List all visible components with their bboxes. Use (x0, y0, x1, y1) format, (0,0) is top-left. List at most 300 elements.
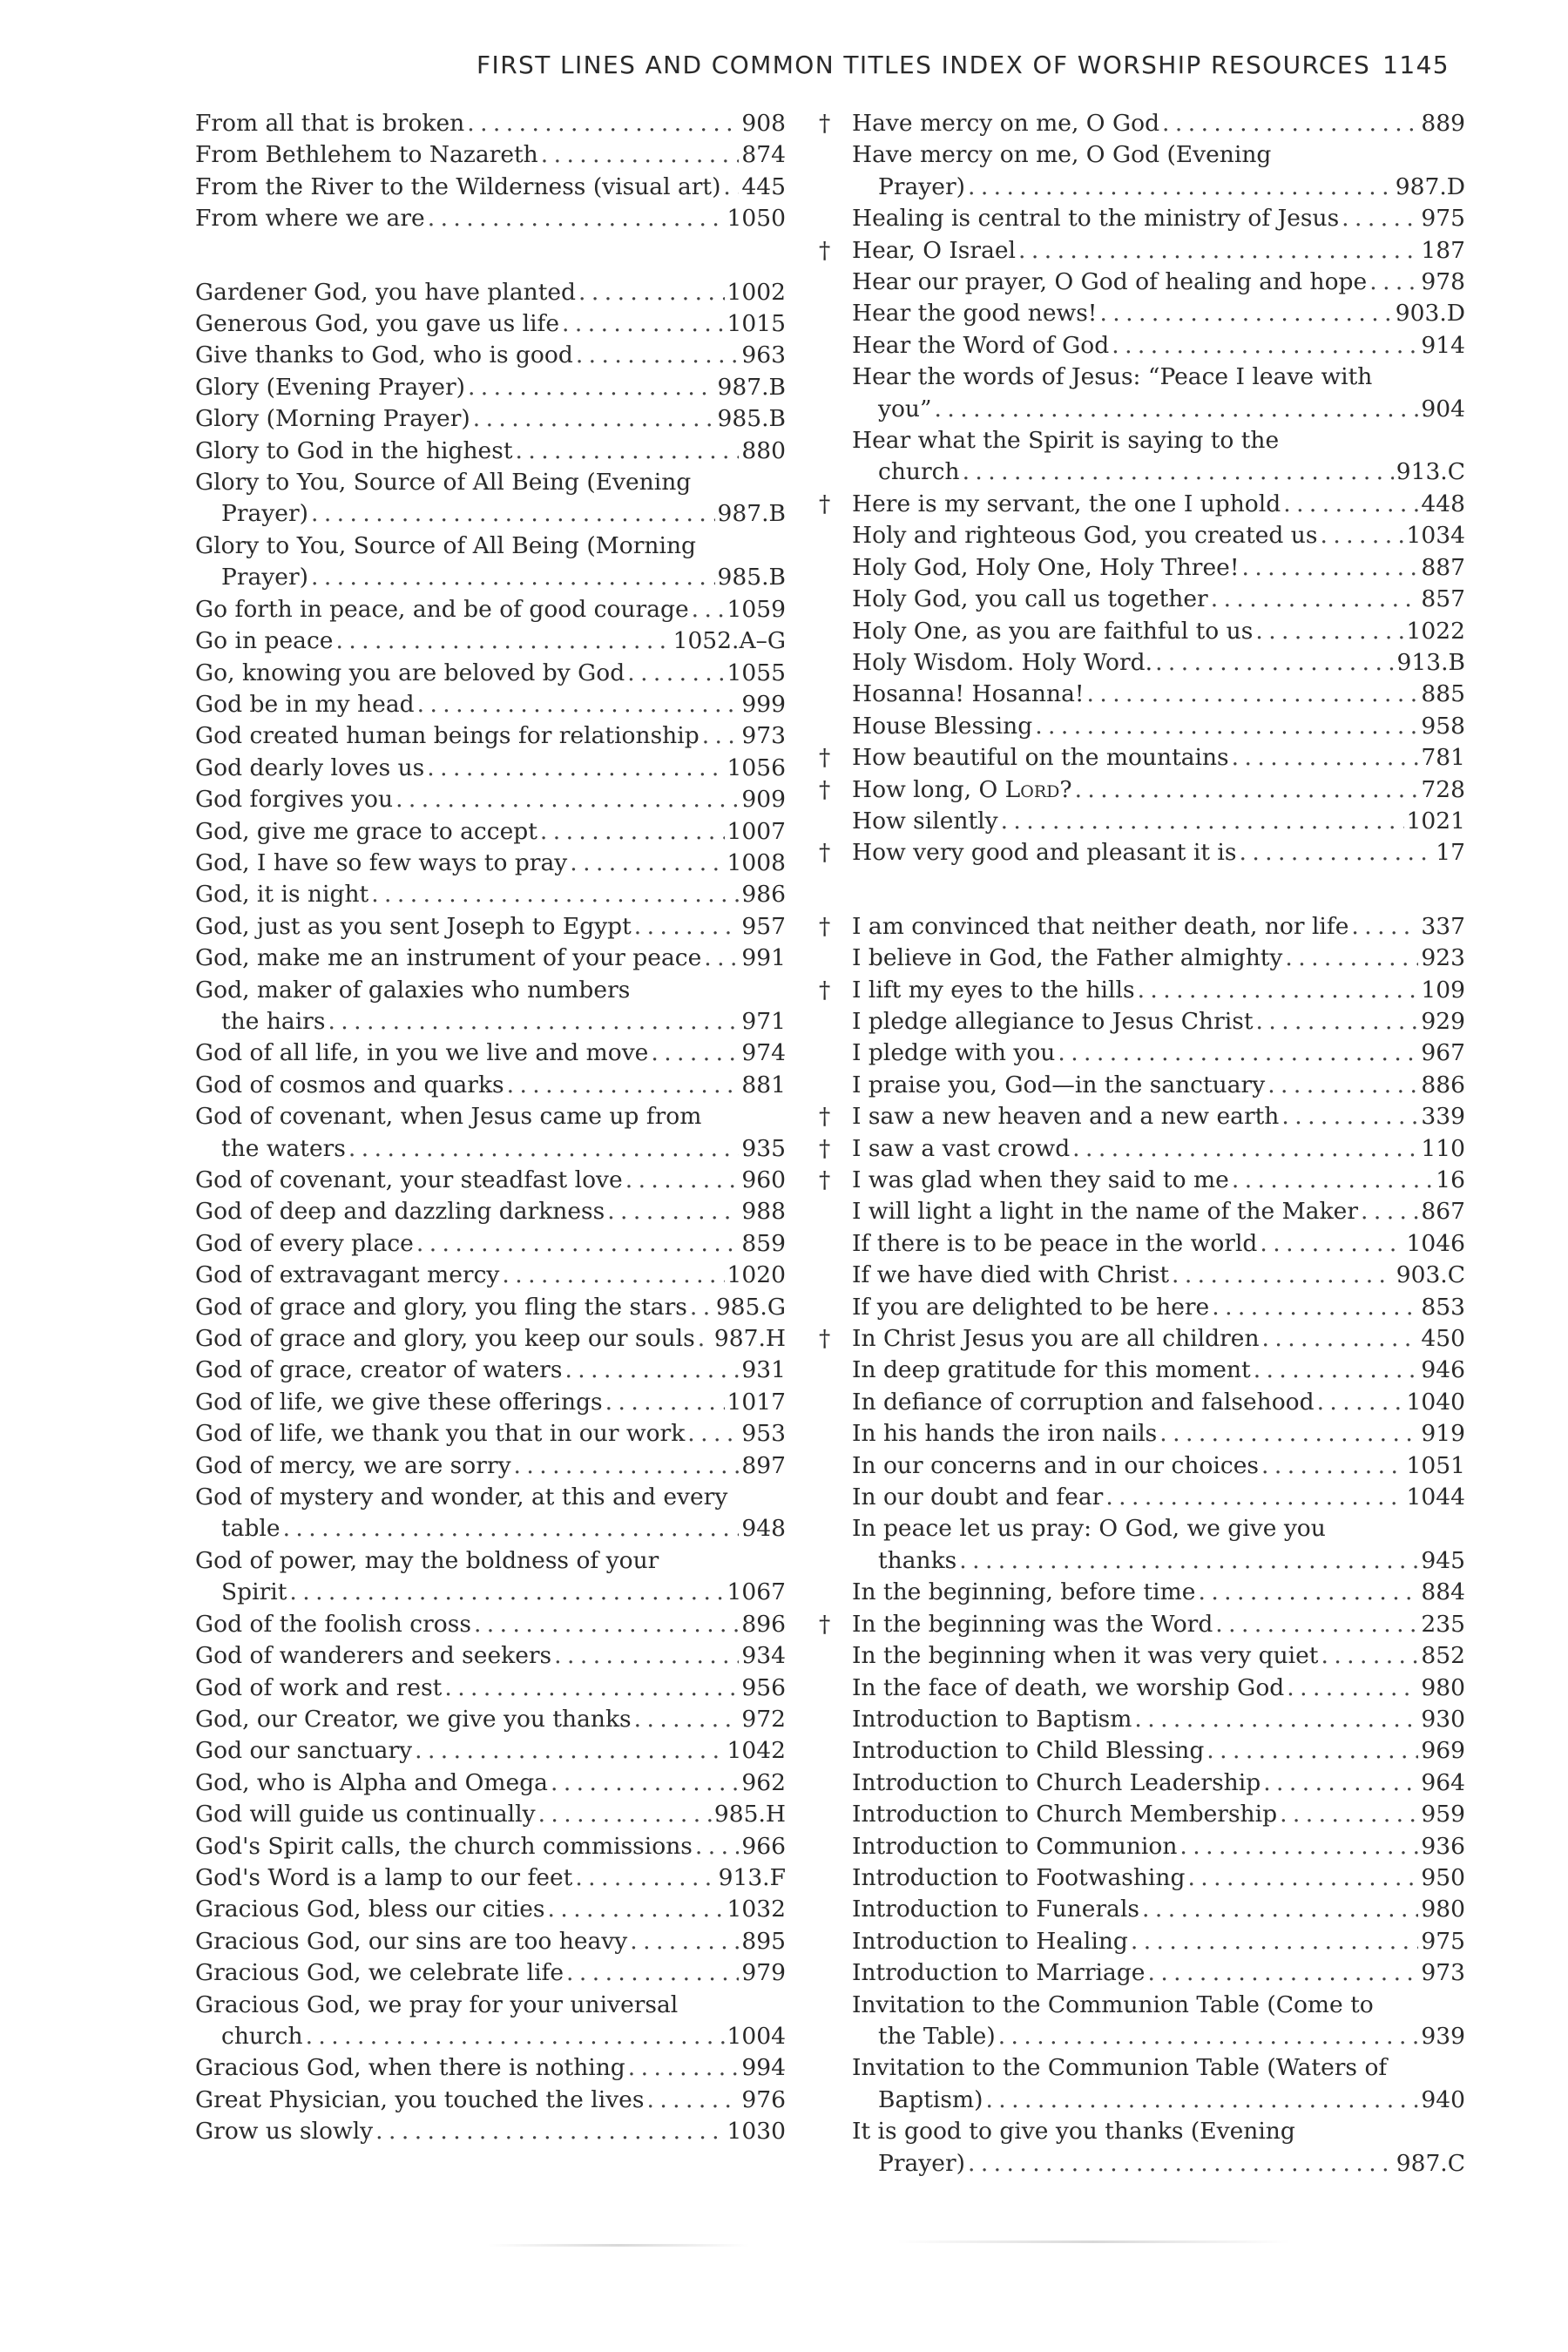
dot-leader (283, 1513, 740, 1544)
entry-line (195, 108, 786, 139)
entry-title: I will light a light in the name of the Maker (852, 1198, 1358, 1226)
dot-leader (687, 1418, 739, 1450)
entry-line (852, 911, 1465, 943)
page-reference: 976 (741, 2085, 786, 2113)
dot-leader (562, 308, 725, 340)
entry-title: Have mercy on me, O God (Evening (852, 141, 1272, 169)
index-entry (819, 489, 1465, 520)
page-reference: 1040 (1406, 1388, 1465, 1416)
entry-line (852, 203, 1465, 234)
index-entry (176, 1450, 786, 1482)
dot-leader (1321, 1640, 1418, 1672)
page-reference: 903.C (1396, 1261, 1465, 1289)
dagger-mark: † (819, 110, 831, 137)
entry-title: Have mercy on me, O God (852, 110, 1160, 137)
page-reference: 853 (1421, 1293, 1465, 1321)
dot-leader (1369, 267, 1418, 298)
entry-title: God, our Creator, we give you thanks (195, 1705, 632, 1733)
page-reference: 880 (741, 436, 786, 464)
entry-line (852, 1799, 1465, 1830)
entry-line (852, 975, 1465, 1006)
entry-title: How very good and pleasant it is (852, 839, 1237, 867)
page-reference: 934 (741, 1642, 786, 1670)
entry-title: Generous God, you gave us life (195, 310, 560, 338)
index-entry (819, 1355, 1465, 1386)
entry-line (852, 235, 1465, 267)
index-entry (819, 1894, 1465, 1925)
page-reference: 1046 (1406, 1229, 1465, 1257)
entry-line (852, 679, 1465, 710)
page-reference: 914 (1421, 331, 1465, 359)
page-reference: 913.B (1396, 648, 1465, 676)
entry-line (852, 742, 1465, 774)
dagger-mark: † (819, 1610, 831, 1638)
entry-line (195, 1323, 786, 1355)
page-reference: 913.F (718, 1863, 786, 1891)
page-reference: 985.B (717, 405, 786, 433)
index-entry (819, 1513, 1465, 1577)
index-entry (176, 340, 786, 371)
index-entry (176, 625, 786, 657)
entry-title-continued: Prayer) (878, 2149, 965, 2177)
entry-title: In his hands the iron nails (852, 1420, 1158, 1448)
page-reference: 852 (1421, 1642, 1465, 1670)
entry-line (852, 837, 1465, 868)
index-entry (819, 774, 1465, 806)
entry-line (852, 1450, 1465, 1482)
dot-leader (1317, 1387, 1404, 1418)
entry-title: Introduction to Church Leadership (852, 1768, 1261, 1796)
entry-title: Invitation to the Communion Table (Come to (852, 1990, 1374, 2018)
index-entry (819, 1070, 1465, 1101)
entry-title: Holy and righteous God, you created us (852, 522, 1318, 550)
entry-title: Hear, O Israel (852, 236, 1017, 264)
dot-leader (1138, 975, 1419, 1006)
entry-line (852, 1070, 1465, 1101)
page-reference: 1030 (727, 2118, 786, 2146)
entry-title: Glory to You, Source of All Being (Morning (195, 531, 696, 559)
entry-title: God, it is night (195, 881, 369, 909)
index-entry (176, 1640, 786, 1672)
entry-line (852, 1006, 1465, 1037)
entry-title: God, I have so few ways to pray (195, 848, 568, 876)
entry-line (852, 108, 1465, 139)
entry-title: God, who is Alpha and Omega (195, 1768, 548, 1796)
index-entry (819, 1006, 1465, 1037)
page-reference: 962 (741, 1768, 786, 1796)
dot-leader (695, 1831, 740, 1862)
entry-line (195, 372, 786, 403)
page-reference: 857 (1421, 585, 1465, 613)
page-reference: 991 (741, 944, 786, 972)
index-entry (819, 2116, 1465, 2180)
index-entry (819, 679, 1465, 710)
page-reference: 946 (1421, 1356, 1465, 1384)
entry-title: Glory to You, Source of All Being (Evening (195, 469, 692, 497)
dot-leader (1211, 584, 1419, 615)
entry-line (195, 1292, 786, 1323)
page-reference: 975 (1421, 205, 1465, 233)
index-entry (819, 616, 1465, 647)
dot-leader (1162, 108, 1418, 139)
entry-line (195, 1101, 786, 1132)
index-entry (176, 308, 786, 340)
index-entry (819, 975, 1465, 1006)
entry-title-continued: Prayer) (221, 500, 308, 528)
entry-line (852, 647, 1465, 679)
index-entry (176, 1482, 786, 1545)
dot-leader (1112, 330, 1418, 362)
dot-leader (1342, 203, 1418, 234)
page-reference: 895 (741, 1927, 786, 1955)
entry-title-continued: table (221, 1515, 280, 1543)
dot-leader (514, 1450, 740, 1482)
index-entry (819, 806, 1465, 837)
entry-title: God dearly loves us (195, 754, 425, 781)
dot-leader (1361, 1196, 1418, 1227)
entry-line (195, 2085, 786, 2116)
page-reference: 985.G (715, 1293, 786, 1321)
entry-title: Introduction to Church Membership (852, 1801, 1278, 1828)
index-entry (819, 1196, 1465, 1227)
entry-line (195, 1228, 786, 1260)
entry-title: God of life, we give these offerings (195, 1388, 603, 1416)
index-entry (819, 1260, 1465, 1291)
page-reference: 1007 (727, 817, 786, 845)
entry-line (195, 689, 786, 720)
dot-leader (692, 594, 725, 625)
entry-line (195, 1450, 786, 1482)
page-reference: 17 (1436, 839, 1465, 867)
dot-leader (1267, 1070, 1418, 1101)
dot-leader (570, 848, 724, 879)
page-reference: 994 (741, 2054, 786, 2082)
entry-title: Hear our prayer, O God of healing and hope (852, 268, 1368, 296)
entry-line (852, 1355, 1465, 1386)
index-entry (176, 1323, 786, 1355)
entry-line (195, 1957, 786, 1989)
entry-title: God of mercy, we are sorry (195, 1451, 511, 1479)
entry-title: God's Word is a lamp to our feet (195, 1863, 573, 1891)
dot-leader (1215, 1609, 1418, 1640)
page-reference: 337 (1421, 912, 1465, 940)
index-column-left (176, 108, 786, 2148)
entry-line-continued (852, 2148, 1465, 2180)
index-entry (176, 720, 786, 752)
entry-line (195, 1704, 786, 1735)
page-reference: 1008 (727, 848, 786, 876)
entry-title-continued: you” (878, 395, 932, 422)
page-reference: 904 (1421, 395, 1465, 422)
page-reference: 887 (1421, 553, 1465, 581)
entry-line (195, 753, 786, 784)
dot-leader (690, 1292, 713, 1323)
header-title: FIRST LINES AND COMMON TITLES INDEX OF WORSHIP RESOURCES (476, 51, 1371, 79)
entry-line (195, 1037, 786, 1069)
page-reference: 940 (1421, 2085, 1465, 2113)
dot-leader (1179, 1831, 1418, 1862)
index-entry (176, 1926, 786, 1957)
dot-leader (1001, 806, 1404, 837)
index-entry (819, 1673, 1465, 1704)
scan-smudge-left (488, 2244, 749, 2247)
entry-line (852, 1482, 1465, 1513)
entry-title: God be in my head (195, 690, 415, 718)
dot-leader (1018, 235, 1418, 267)
entry-title: God, give me grace to accept (195, 817, 537, 845)
index-entry (176, 372, 786, 403)
entry-title: Grow us slowly (195, 2118, 374, 2146)
dot-leader (607, 1196, 739, 1227)
entry-title: Holy One, as you are faithful to us (852, 617, 1254, 645)
dot-leader (628, 2052, 740, 2084)
index-entry (176, 784, 786, 815)
page-reference: 971 (741, 1007, 786, 1035)
page-reference: 1015 (727, 310, 786, 338)
entry-line (195, 1418, 786, 1450)
dot-leader (1351, 911, 1418, 943)
entry-title: Introduction to Funerals (852, 1896, 1140, 1923)
entry-title: Glory to God in the highest (195, 436, 513, 464)
index-entry (176, 816, 786, 848)
entry-line (852, 1196, 1465, 1227)
entry-title: Introduction to Marriage (852, 1959, 1146, 1987)
page-reference: 1004 (727, 2022, 786, 2050)
dot-leader (1239, 837, 1433, 868)
index-entry (819, 584, 1465, 615)
index-entry (819, 943, 1465, 974)
entry-line (195, 1926, 786, 1957)
page-reference: 1002 (727, 278, 786, 306)
entry-title: I believe in God, the Father almighty (852, 944, 1283, 972)
dot-leader (1075, 774, 1419, 806)
index-entry (819, 298, 1465, 329)
page-reference: 956 (741, 1673, 786, 1701)
index-entry (176, 753, 786, 784)
page-reference: 874 (741, 141, 786, 169)
entry-title: Gracious God, bless our cities (195, 1896, 545, 1923)
dagger-mark: † (819, 775, 831, 803)
entry-line-continued (195, 1006, 786, 1037)
dot-leader (1198, 1577, 1418, 1608)
dot-leader (541, 139, 740, 171)
entry-line (852, 1418, 1465, 1450)
entry-title: Gracious God, when there is nothing (195, 2054, 625, 2082)
index-entry (819, 742, 1465, 774)
entry-title: How silently (852, 807, 998, 835)
entry-title: Healing is central to the ministry of Jesus (852, 205, 1340, 233)
entry-title-continued: the hairs (221, 1007, 326, 1035)
entry-title: Introduction to Healing (852, 1927, 1128, 1955)
index-entry (176, 1831, 786, 1862)
dot-leader (1232, 1165, 1433, 1196)
dagger-mark: † (819, 976, 831, 1004)
index-entry (176, 1673, 786, 1704)
entry-line (195, 1165, 786, 1196)
entry-line (852, 1831, 1465, 1862)
index-entry (176, 1799, 786, 1830)
entry-title: In the beginning, before time (852, 1578, 1196, 1606)
entry-line (195, 1070, 786, 1101)
index-entry (819, 1450, 1465, 1482)
page-reference: 1059 (727, 595, 786, 623)
entry-title: God of work and rest (195, 1673, 443, 1701)
page-reference: 1050 (727, 205, 786, 233)
page-reference: 978 (1421, 268, 1465, 296)
entry-line (852, 1260, 1465, 1291)
page-reference: 1022 (1406, 617, 1465, 645)
page-reference: 985.B (717, 564, 786, 591)
page-reference: 969 (1421, 1737, 1465, 1765)
entry-title: God our sanctuary (195, 1737, 413, 1765)
dot-leader (416, 1228, 740, 1260)
dot-leader (1087, 679, 1419, 710)
entry-line (852, 1640, 1465, 1672)
dagger-mark: † (819, 1103, 831, 1131)
dot-leader (704, 943, 739, 974)
dot-leader (566, 1957, 739, 1989)
page-reference: 973 (741, 722, 786, 750)
index-entry (819, 1640, 1465, 1672)
small-caps-lord: Lord (1004, 775, 1060, 803)
index-entry (819, 911, 1465, 943)
entry-line (195, 1482, 786, 1513)
entry-line (195, 1862, 786, 1894)
index-entry (819, 2052, 1465, 2116)
page-reference: 987.H (713, 1325, 786, 1353)
dot-leader (371, 879, 739, 910)
index-entry (819, 1957, 1465, 1989)
index-entry (176, 108, 786, 139)
entry-line (852, 1609, 1465, 1640)
entry-line (852, 1862, 1465, 1894)
dot-leader (444, 1673, 739, 1704)
page-number: 1145 (1382, 51, 1450, 79)
entry-title: God of extravagant mercy (195, 1261, 500, 1289)
entry-title: In deep gratitude for this moment (852, 1356, 1251, 1384)
entry-title: God of life, we thank you that in our work (195, 1420, 686, 1448)
index-entry (819, 1323, 1465, 1355)
page-reference: 1051 (1406, 1451, 1465, 1479)
index-entry (819, 552, 1465, 584)
index-entry (176, 1957, 786, 1989)
entry-title: Hear the words of Jesus: “Peace I leave with (852, 363, 1373, 391)
entry-title: Hear what the Spirit is saying to the (852, 427, 1280, 455)
page-reference: 110 (1421, 1134, 1465, 1162)
dot-leader (627, 658, 724, 689)
entry-title: God of all life, in you we live and move (195, 1039, 649, 1067)
entry-title: God of grace and glory, you keep our souls (195, 1325, 695, 1353)
page-reference: 999 (741, 690, 786, 718)
dot-leader (1212, 1292, 1418, 1323)
page-reference: 931 (741, 1356, 786, 1384)
entry-title: Hear the good news! (852, 300, 1098, 328)
index-entry (176, 139, 786, 171)
page-reference: 781 (1421, 744, 1465, 772)
entry-line (195, 1990, 786, 2021)
entry-title: God's Spirit calls, the church commissions (195, 1832, 693, 1860)
entry-title: From all that is broken (195, 110, 465, 137)
entry-title: I saw a new heaven and a new earth (852, 1103, 1280, 1131)
page-reference: 450 (1421, 1325, 1465, 1353)
entry-line (195, 625, 786, 657)
dot-leader (306, 2021, 725, 2052)
dot-leader (1232, 742, 1419, 774)
entry-title: Gracious God, we pray for your universal (195, 1990, 679, 2018)
index-entry (176, 1387, 786, 1418)
index-entry (819, 1704, 1465, 1735)
entry-title: I am convinced that neither death, nor life (852, 912, 1349, 940)
dot-leader (417, 689, 740, 720)
entry-line (195, 172, 786, 203)
entry-line (195, 139, 786, 171)
entry-line (195, 2116, 786, 2147)
entry-title-continued: Prayer) (221, 564, 308, 591)
page-reference: 881 (741, 1071, 786, 1098)
entry-line-continued (195, 2021, 786, 2052)
entry-line-continued (852, 172, 1465, 203)
dot-leader (1134, 1704, 1418, 1735)
dot-leader (1241, 552, 1418, 584)
dagger-mark: † (819, 839, 831, 867)
dot-leader (1206, 1735, 1418, 1767)
index-entry (176, 848, 786, 879)
index-entry (176, 1418, 786, 1450)
entry-title: Glory (Evening Prayer) (195, 373, 465, 401)
page-reference: 987.B (717, 373, 786, 401)
page-reference: 1034 (1406, 522, 1465, 550)
index-entry (176, 911, 786, 943)
index-entry (819, 647, 1465, 679)
entry-line (195, 1894, 786, 1925)
page-reference: 935 (741, 1134, 786, 1162)
group-spacer (819, 869, 1465, 911)
page-reference: 966 (741, 1832, 786, 1860)
entry-title: God of grace, creator of waters (195, 1356, 563, 1384)
entry-line (852, 806, 1465, 837)
entry-line (195, 203, 786, 234)
entry-title: Hear the Word of God (852, 331, 1110, 359)
entry-line (195, 1735, 786, 1767)
entry-line (195, 2052, 786, 2084)
dot-leader (605, 1387, 725, 1418)
dot-leader (702, 720, 740, 752)
dot-leader (1262, 1323, 1419, 1355)
entry-title: If we have died with Christ (852, 1261, 1169, 1289)
dot-leader (507, 1070, 740, 1101)
entry-line (195, 658, 786, 689)
page-reference: 728 (1421, 775, 1465, 803)
entry-title-continued: Prayer) (878, 172, 965, 200)
entry-title: In our concerns and in our choices (852, 1451, 1260, 1479)
index-entry (819, 1735, 1465, 1767)
entry-line (195, 340, 786, 371)
dot-leader (554, 1640, 739, 1672)
entry-title: Great Physician, you touched the lives (195, 2085, 645, 2113)
page-reference: 987.C (1396, 2149, 1465, 2177)
page-reference: 16 (1436, 1166, 1465, 1193)
dot-leader (311, 498, 715, 530)
index-entry (176, 1545, 786, 1609)
entry-line (195, 1640, 786, 1672)
page-reference: 339 (1421, 1103, 1465, 1131)
entry-title: Holy God, Holy One, Holy Three! (852, 553, 1240, 581)
entry-title: God of mystery and wonder, at this and every (195, 1484, 728, 1511)
entry-title: I pledge allegiance to Jesus Christ (852, 1007, 1254, 1035)
page-reference: 975 (1421, 1927, 1465, 1955)
index-entry (176, 1101, 786, 1165)
page-reference: 936 (1421, 1832, 1465, 1860)
